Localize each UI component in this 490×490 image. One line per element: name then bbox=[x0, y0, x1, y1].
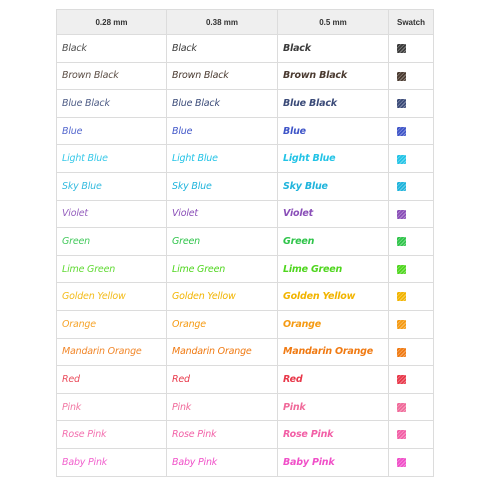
table-row bbox=[57, 421, 434, 449]
header-038mm: 0.38 mm bbox=[167, 10, 278, 35]
ink-sample-038mm: Brown Black bbox=[167, 62, 278, 90]
ink-sample-028mm: Red bbox=[57, 366, 167, 394]
table-header-row bbox=[57, 10, 434, 35]
ink-sample-028mm: Baby Pink bbox=[57, 448, 167, 476]
swatch-cell bbox=[389, 448, 434, 476]
table-row bbox=[57, 228, 434, 256]
table-row bbox=[57, 283, 434, 311]
table-row bbox=[57, 310, 434, 338]
ink-sample-028mm: Brown Black bbox=[57, 62, 167, 90]
swatch-cell bbox=[389, 228, 434, 256]
color-swatch bbox=[397, 99, 406, 108]
ink-sample-038mm: Mandarin Orange bbox=[167, 338, 278, 366]
color-swatch bbox=[397, 292, 406, 301]
ink-sample-05mm: Baby Pink bbox=[278, 448, 389, 476]
swatch-cell bbox=[389, 421, 434, 449]
ink-sample-038mm: Sky Blue bbox=[167, 172, 278, 200]
ink-sample-05mm: Golden Yellow bbox=[278, 283, 389, 311]
swatch-cell bbox=[389, 172, 434, 200]
color-swatch bbox=[397, 237, 406, 246]
color-swatch bbox=[397, 182, 406, 191]
color-swatch bbox=[397, 375, 406, 384]
ink-sample-038mm: Golden Yellow bbox=[167, 283, 278, 311]
ink-sample-038mm: Black bbox=[167, 35, 278, 63]
ink-sample-05mm: Orange bbox=[278, 310, 389, 338]
table-row bbox=[57, 393, 434, 421]
ink-sample-038mm: Green bbox=[167, 228, 278, 256]
table-row bbox=[57, 145, 434, 173]
swatch-cell bbox=[389, 366, 434, 394]
ink-sample-028mm: Lime Green bbox=[57, 255, 167, 283]
ink-color-table bbox=[56, 9, 434, 477]
ink-sample-038mm: Baby Pink bbox=[167, 448, 278, 476]
header-swatch: Swatch bbox=[389, 10, 434, 35]
ink-sample-028mm: Green bbox=[57, 228, 167, 256]
color-swatch bbox=[397, 210, 406, 219]
ink-sample-028mm: Blue Black bbox=[57, 90, 167, 118]
color-swatch bbox=[397, 348, 406, 357]
table-row bbox=[57, 35, 434, 63]
table-row bbox=[57, 366, 434, 394]
ink-sample-05mm: Blue Black bbox=[278, 90, 389, 118]
ink-sample-028mm: Black bbox=[57, 35, 167, 63]
ink-sample-038mm: Red bbox=[167, 366, 278, 394]
table-row bbox=[57, 338, 434, 366]
ink-sample-038mm: Violet bbox=[167, 200, 278, 228]
ink-sample-05mm: Light Blue bbox=[278, 145, 389, 173]
ink-sample-028mm: Violet bbox=[57, 200, 167, 228]
table-row bbox=[57, 90, 434, 118]
swatch-cell bbox=[389, 62, 434, 90]
swatch-cell bbox=[389, 283, 434, 311]
header-05mm: 0.5 mm bbox=[278, 10, 389, 35]
color-swatch bbox=[397, 430, 406, 439]
table-row bbox=[57, 172, 434, 200]
ink-sample-05mm: Blue bbox=[278, 117, 389, 145]
swatch-cell bbox=[389, 200, 434, 228]
ink-sample-05mm: Sky Blue bbox=[278, 172, 389, 200]
swatch-cell bbox=[389, 310, 434, 338]
ink-sample-038mm: Blue Black bbox=[167, 90, 278, 118]
ink-sample-038mm: Lime Green bbox=[167, 255, 278, 283]
ink-sample-028mm: Golden Yellow bbox=[57, 283, 167, 311]
header-028mm: 0.28 mm bbox=[57, 10, 167, 35]
swatch-cell bbox=[389, 35, 434, 63]
ink-sample-05mm: Lime Green bbox=[278, 255, 389, 283]
swatch-cell bbox=[389, 255, 434, 283]
table-row bbox=[57, 448, 434, 476]
color-swatch bbox=[397, 320, 406, 329]
ink-sample-05mm: Violet bbox=[278, 200, 389, 228]
swatch-cell bbox=[389, 117, 434, 145]
ink-sample-05mm: Rose Pink bbox=[278, 421, 389, 449]
color-swatch bbox=[397, 44, 406, 53]
table-row bbox=[57, 62, 434, 90]
table-row bbox=[57, 255, 434, 283]
ink-sample-05mm: Green bbox=[278, 228, 389, 256]
ink-sample-028mm: Mandarin Orange bbox=[57, 338, 167, 366]
ink-sample-05mm: Black bbox=[278, 35, 389, 63]
ink-color-table-container bbox=[56, 9, 433, 477]
ink-sample-028mm: Orange bbox=[57, 310, 167, 338]
ink-sample-038mm: Light Blue bbox=[167, 145, 278, 173]
ink-sample-028mm: Sky Blue bbox=[57, 172, 167, 200]
swatch-cell bbox=[389, 338, 434, 366]
color-swatch bbox=[397, 72, 406, 81]
ink-sample-028mm: Pink bbox=[57, 393, 167, 421]
ink-sample-028mm: Blue bbox=[57, 117, 167, 145]
table-row bbox=[57, 200, 434, 228]
color-swatch bbox=[397, 155, 406, 164]
ink-sample-05mm: Red bbox=[278, 366, 389, 394]
ink-sample-028mm: Rose Pink bbox=[57, 421, 167, 449]
ink-sample-05mm: Mandarin Orange bbox=[278, 338, 389, 366]
swatch-cell bbox=[389, 90, 434, 118]
ink-sample-028mm: Light Blue bbox=[57, 145, 167, 173]
ink-sample-038mm: Pink bbox=[167, 393, 278, 421]
swatch-cell bbox=[389, 145, 434, 173]
ink-sample-05mm: Pink bbox=[278, 393, 389, 421]
color-swatch bbox=[397, 127, 406, 136]
ink-sample-038mm: Rose Pink bbox=[167, 421, 278, 449]
color-swatch bbox=[397, 403, 406, 412]
color-swatch bbox=[397, 265, 406, 274]
swatch-cell bbox=[389, 393, 434, 421]
ink-sample-038mm: Orange bbox=[167, 310, 278, 338]
ink-sample-038mm: Blue bbox=[167, 117, 278, 145]
ink-sample-05mm: Brown Black bbox=[278, 62, 389, 90]
table-body bbox=[57, 35, 434, 477]
table-row bbox=[57, 117, 434, 145]
color-swatch bbox=[397, 458, 406, 467]
